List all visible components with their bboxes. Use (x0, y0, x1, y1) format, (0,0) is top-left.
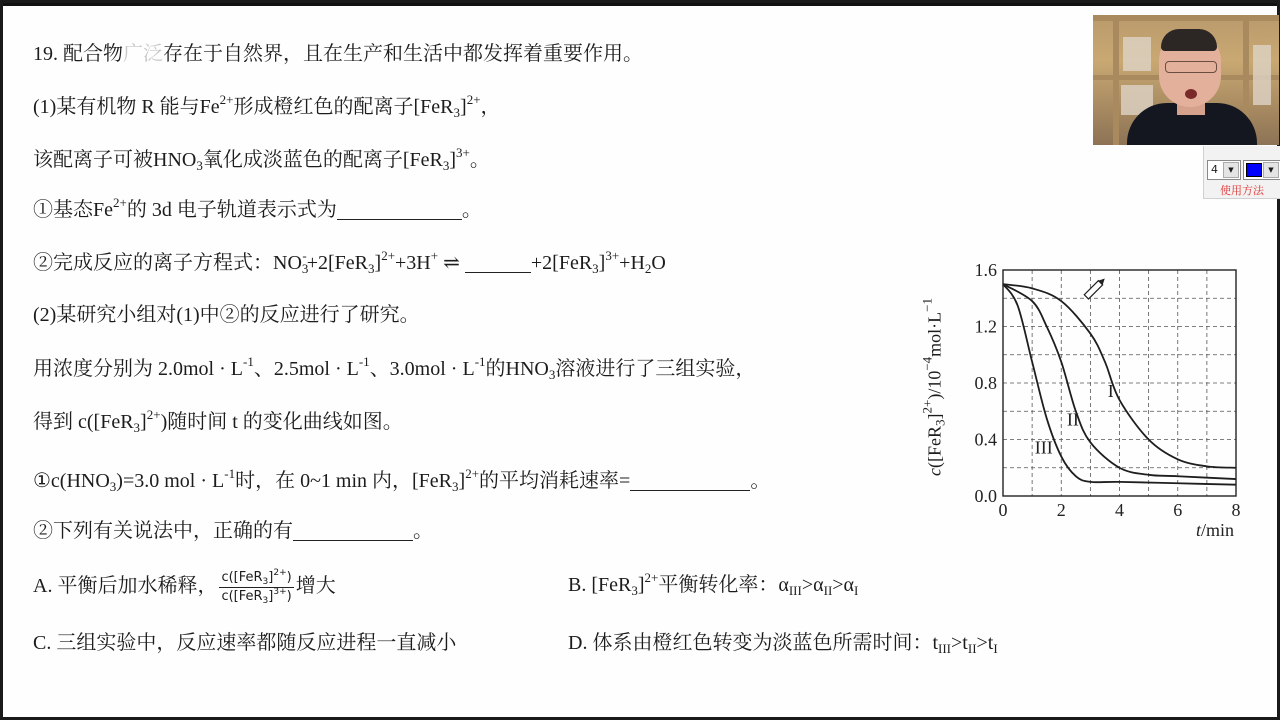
x-tick-label: 4 (1115, 500, 1124, 520)
part1-question1: ①基态$Fe^{2+}$的 3d 电子轨道表示式为 。 (33, 195, 482, 221)
watermark-text: 广泛 (123, 43, 163, 65)
pen-size-select[interactable]: 4 ▼ (1207, 160, 1241, 180)
curve-label: I (1107, 381, 1114, 402)
answer-blank[interactable] (630, 470, 750, 491)
document-page (3, 3, 1277, 717)
part2-figure-reference: 得到 $c([FeR_3]^{2+})$随时间 t 的变化曲线如图。 (33, 407, 403, 435)
chart-y-axis-label: $c([FeR_3]^{2+})/10^{-4}mol\cdot L^{-1}$ (919, 297, 948, 477)
y-tick-label: 1.2 (974, 316, 997, 337)
answer-blank[interactable] (465, 252, 531, 273)
chevron-down-icon[interactable]: ▼ (1223, 162, 1239, 178)
option-label: B. (568, 574, 587, 596)
answer-blank[interactable] (293, 520, 413, 541)
y-tick-label: 0.0 (974, 486, 997, 506)
concentration-ratio-fraction: $\frac{c([FeR_3]^{2+})}{c([FeR_3]^{3+})}$ (221, 568, 292, 606)
top-border (3, 3, 1277, 6)
part1-intro-line1: (1)某有机物 R 能与$Fe^{2+}$形成橙红色的配离子$[FeR_3]^{2+}$， (33, 92, 501, 120)
part2-question1: $①c(HNO_3)=3.0$ mol · $L^{-1}$时，在 0~1 min 内，$[FeR_3]^{2+}$的平均消耗速率= 。 (33, 466, 771, 494)
part1-intro-line2: 该配离子可被$HNO_3$氧化成淡蓝色的配离子$[FeR_3]^{3+}$。 (33, 145, 490, 173)
answer-blank[interactable] (337, 199, 462, 220)
option-b[interactable]: B. $[FeR_3]^{2+}$平衡转化率：$\alpha_{III}>\alpha_{II}>\alpha_I$ (568, 570, 859, 598)
x-tick-label: 8 (1231, 500, 1241, 520)
y-tick-label: 0.4 (974, 429, 997, 450)
x-tick-label: 2 (1056, 500, 1066, 520)
option-a[interactable]: A. 平衡后加水稀释， $\frac{c([FeR_3]^{2+})}{c([FeR_3]^{3+})}$ 增大 (33, 568, 336, 606)
option-label: D. (568, 632, 588, 654)
question-number: 19. (33, 43, 58, 65)
concentration-time-chart (915, 255, 1245, 545)
pen-tool-widget (1203, 146, 1280, 199)
y-tick-label: 1.6 (974, 260, 997, 280)
option-label: C. (33, 632, 52, 654)
x-tick-label: 0 (998, 500, 1008, 520)
part2-intro: (2)某研究小组对(1)中②的反应进行了研究。 (33, 304, 420, 326)
x-tick-label: 6 (1173, 500, 1183, 520)
curve-label: II (1066, 409, 1079, 430)
option-d[interactable]: D. 体系由橙红色转变为淡蓝色所需时间：$t_{III}>t_{II}>t_I$ (568, 632, 998, 656)
part2-question2: ②下列有关说法中，正确的有 。 (33, 520, 433, 542)
option-label: A. (33, 575, 53, 598)
webcam-video-overlay (1093, 15, 1279, 145)
part1-question2-equation: ②完成反应的离子方程式：$NO_3^-+2[FeR_3]^{2+}+3H^+$ ⇌ $+2[FeR_3]^{3+}+H_2O$ (33, 248, 666, 276)
curve-label: III (1034, 437, 1053, 458)
x-axis-label: t/min (1195, 520, 1234, 540)
usage-help-link[interactable]: 使用方法 (1220, 184, 1264, 197)
y-tick-label: 0.8 (974, 373, 997, 393)
pen-color-select[interactable] (1243, 160, 1280, 180)
pencil-cursor-icon (1084, 276, 1107, 299)
color-swatch (1246, 163, 1262, 177)
question-title: 19. 配合物广泛存在于自然界，且在生产和生活中都发挥着重要作用。 (33, 43, 643, 65)
option-c[interactable]: C. 三组实验中，反应速率都随反应进程一直减小 (33, 632, 457, 654)
chart-plot (915, 255, 1245, 545)
chevron-down-icon[interactable]: ▼ (1263, 162, 1279, 178)
part2-conditions: 用浓度分别为 $2.0mol \cdot L^{-1}$、$2.5mol \cdot L^{-1}$、$3.0mol \cdot L^{-1}$的$HNO_3$溶液进行了三组实验， (33, 354, 756, 382)
